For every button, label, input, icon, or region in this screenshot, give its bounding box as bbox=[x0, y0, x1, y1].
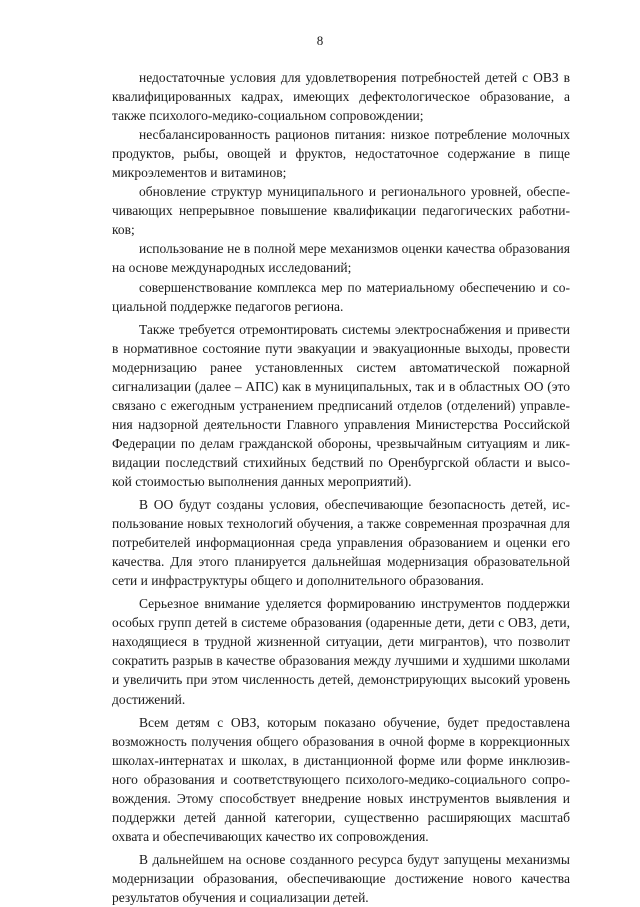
paragraph-structures-update: обновление структур муниципального и регионального уровней, обеспечивающих непрерывное повышение квалификации педагогических работников; bbox=[112, 184, 570, 238]
paragraph-teacher-support: совершенствование комплекса мер по материальному обеспечению и социальной поддержке педагогов региона. bbox=[112, 279, 570, 314]
paragraph-quality-assessment: использование не в полной мере механизмов оценки качества образования на основе международных исследований; bbox=[112, 241, 570, 276]
paragraph-modernization: В дальнейшем на основе созданного ресурса будут запущены механизмы модернизации образования, обеспечивающие достижение нового качества результатов обучения и социализации детей. bbox=[112, 851, 570, 905]
paragraph-repairs-fire-alarm: Также требуется отремонтировать системы электроснабжения и привести в нормативное состояние пути эвакуации и эвакуационные выходы, провести модернизацию ранее установленных систем автоматической пожарной сигнализации (далее – АПС) как в муниципальных, так и в областных ОО (это связано с ежегодным устранением предписаний отделов (отделений) управления надзорной деятельности Главного управления Министерства Российской Федерации по делам гражданской обороны, чрезвычайным ситуациям и ликвидации последствий стихийных бедствий по Оренбургской области и высокой стоимостью выполнения данных мероприятий). bbox=[112, 321, 570, 489]
paragraph-special-groups: Серьезное внимание уделяется формированию инструментов поддержки особых групп детей в системе образования (одаренные дети, дети с ОВЗ, дети, находящиеся в трудной жизненной ситуации, дети мигрантов), что позволит сократить разрыв в качестве образования между лучшими и худшими школами и увеличить при этом численность детей, демонстрирующих высокий уровень достижений. bbox=[112, 596, 570, 707]
paragraph-safety-technologies: В ОО будут созданы условия, обеспечивающие безопасность детей, использование новых технологий обучения, а также современная прозрачная для потребителей информационная среда управления образованием и оценки его качества. Для этого планируется дальнейшая модернизация образовательной сети и инфраструктуры общего и дополнительного образования. bbox=[112, 497, 570, 589]
page-number: 8 bbox=[316, 33, 324, 48]
paragraph-ovz-staffing: недостаточные условия для удовлетворения потребностей детей с ОВЗ в квалифицированных кадрах, имеющих дефектологическое образование, а также психолого-медико-социальном сопровождении; bbox=[112, 70, 570, 124]
paragraph-ovz-education: Всем детям с ОВЗ, которым показано обучение, будет предоставлена возможность получения общего образования в очной форме в коррекционных школах-интернатах и школах, в дистанционной форме или форме инклюзивного образования и соответствующего психолого-медико-социального сопровождения. Этому способствует внедрение новых инструментов выявления и поддержки детей данной категории, существенно расширяющих масштаб охвата и обеспечивающих качество их сопровождения. bbox=[112, 714, 570, 844]
body-text bbox=[112, 68, 570, 907]
paragraph-nutrition: несбалансированность рационов питания: низкое потребление молочных продуктов, рыбы, овощей и фруктов, недостаточное содержание в пище микроэлементов и витаминов; bbox=[112, 127, 570, 181]
